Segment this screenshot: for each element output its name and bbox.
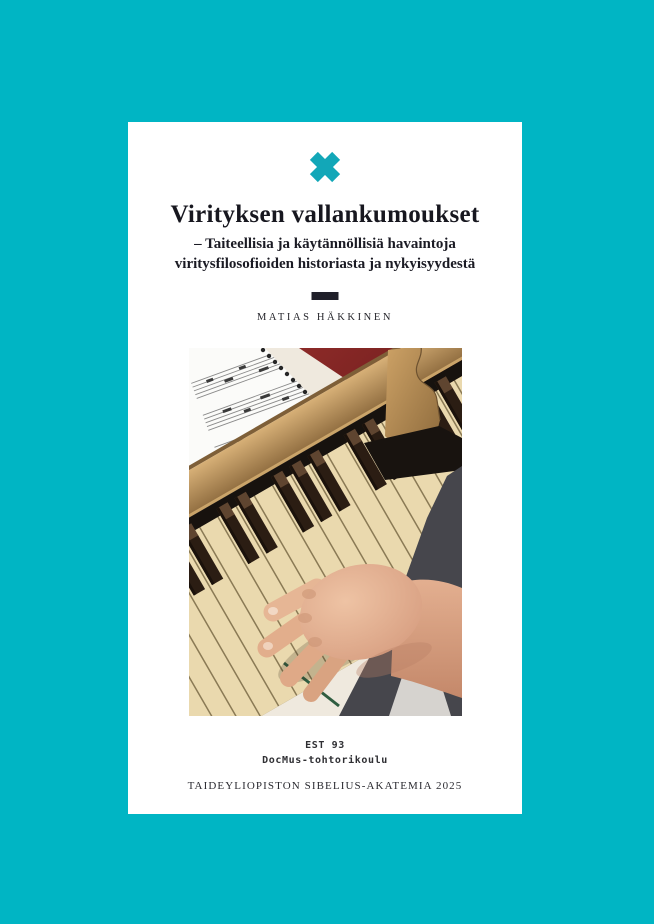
fingernail (268, 607, 278, 615)
doctoral-school: DocMus-tohtorikoulu (262, 755, 388, 766)
publisher-imprint: TAIDEYLIOPISTON SIBELIUS-AKATEMIA 2025 (187, 780, 463, 792)
series-number: EST 93 (305, 740, 345, 751)
footer-series-block (128, 738, 522, 768)
cover-title: Virityksen vallankumoukset (170, 201, 480, 228)
cover-card (128, 122, 522, 814)
cover-subtitle (128, 234, 522, 274)
cover-subtitle-line2: viritysfilosofioiden historiasta ja nykyisyydestä (174, 256, 476, 272)
author-name: MATIAS HÄKKINEN (256, 312, 394, 323)
cover-photo-harpsichord (189, 348, 462, 716)
fingernail (263, 642, 273, 650)
cover-subtitle-line1: – Taiteellisia ja käytännöllisiä havaintoja (194, 236, 456, 252)
uniarts-x-logo-icon (307, 149, 343, 185)
title-divider-bar (312, 292, 339, 300)
